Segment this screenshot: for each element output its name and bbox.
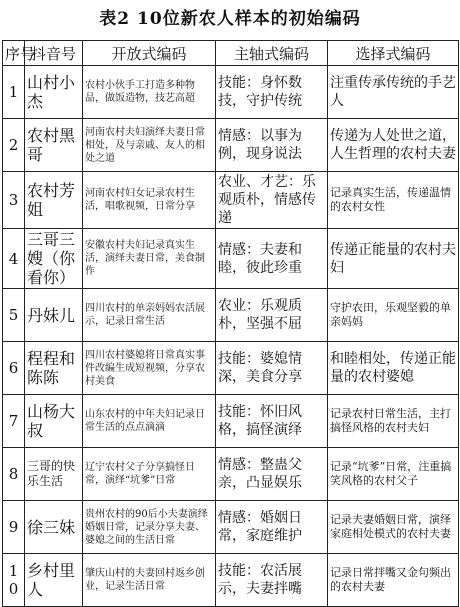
row-open-coding: 安徽农村夫妇记录真实生活，演绎夫妻日常，美食制作 — [83, 229, 216, 289]
row-index: 7 — [3, 395, 25, 448]
row-selective-coding: 记录“坑爹”日常，注重搞笑风格的农村父子 — [328, 448, 459, 501]
row-axial-coding: 技能：婆媳情深，美食分享 — [216, 342, 328, 395]
row-selective-coding: 守护农田，乐观坚毅的单亲妈妈 — [328, 289, 459, 342]
row-open-coding: 四川农村婆媳将日常真实事件改编生成短视频，分享农村美食 — [83, 342, 216, 395]
row-axial-coding: 情感：婚姻日常，家庭维护 — [216, 501, 328, 554]
header-open-coding: 开放式编码 — [83, 41, 216, 66]
coding-table — [2, 40, 459, 607]
row-axial-coding: 情感：夫妻和睦，彼此珍重 — [216, 229, 328, 289]
row-axial-coding: 技能：农活展示，夫妻拌嘴 — [216, 554, 328, 607]
row-selective-coding: 记录夫妻婚姻日常，演绎家庭相处模式的农村夫妻 — [328, 501, 459, 554]
row-index: 6 — [3, 342, 25, 395]
row-index: 8 — [3, 448, 25, 501]
row-open-coding: 河南农村妇女记录农村生活，唱歌视频，日常分享 — [83, 172, 216, 229]
row-selective-coding: 注重传承传统的手艺人 — [328, 66, 459, 119]
row-douyin-id: 三哥的快乐生活 — [25, 448, 83, 501]
table-header-row — [3, 41, 459, 66]
table-row — [3, 501, 459, 554]
row-index: 2 — [3, 119, 25, 172]
table-row — [3, 119, 459, 172]
row-open-coding: 农村小伙手工打造多种物品，做饭造物，技艺高超 — [83, 66, 216, 119]
header-axial-coding: 主轴式编码 — [216, 41, 328, 66]
row-axial-coding: 农业、才艺：乐观质朴，情感传递 — [216, 172, 328, 229]
table-title: 表2 10位新农人样本的初始编码 — [99, 9, 361, 29]
table-row — [3, 172, 459, 229]
row-index: 10 — [3, 554, 25, 607]
row-index: 3 — [3, 172, 25, 229]
row-douyin-id: 程程和陈陈 — [25, 342, 83, 395]
table-row — [3, 342, 459, 395]
row-selective-coding: 记录日常拌嘴又金句频出的农村夫妻 — [328, 554, 459, 607]
row-index: 4 — [3, 229, 25, 289]
row-selective-coding: 传递正能量的农村夫妇 — [328, 229, 459, 289]
row-open-coding: 辽宁农村父子分享搞怪日常，演绎“坑爹”日常 — [83, 448, 216, 501]
row-open-coding: 河南农村夫妇演绎夫妻日常相处，及与亲戚、友人的相处之道 — [83, 119, 216, 172]
table-row — [3, 448, 459, 501]
row-selective-coding: 记录农村日常生活，主打搞怪风格的农村夫妇 — [328, 395, 459, 448]
table-row — [3, 66, 459, 119]
row-index: 5 — [3, 289, 25, 342]
header-index: 序号 — [3, 41, 25, 66]
row-axial-coding: 技能：怀旧风格，搞怪演绎 — [216, 395, 328, 448]
row-open-coding: 四川农村的单亲妈妈农活展示，记录日常生活 — [83, 289, 216, 342]
row-douyin-id: 农村黑哥 — [25, 119, 83, 172]
row-douyin-id: 三哥三嫂（你看你） — [25, 229, 83, 289]
row-open-coding: 山东农村的中年夫妇记录日常生活的点点滴滴 — [83, 395, 216, 448]
row-douyin-id: 农村芳姐 — [25, 172, 83, 229]
row-douyin-id: 徐三妹 — [25, 501, 83, 554]
row-index: 9 — [3, 501, 25, 554]
table-row — [3, 395, 459, 448]
row-axial-coding: 情感：以事为例，现身说法 — [216, 119, 328, 172]
row-index: 1 — [3, 66, 25, 119]
header-selective-coding: 选择式编码 — [328, 41, 459, 66]
row-selective-coding: 和睦相处，传递正能量的农村婆媳 — [328, 342, 459, 395]
header-douyin-id: 抖音号 — [25, 41, 83, 66]
row-axial-coding: 情感：整蛊父亲，凸显娱乐 — [216, 448, 328, 501]
row-douyin-id: 山杨大叔 — [25, 395, 83, 448]
row-douyin-id: 乡村里人 — [25, 554, 83, 607]
row-open-coding: 肇庆山村的夫妻回村返乡创业，记录生活日常 — [83, 554, 216, 607]
row-axial-coding: 农业：乐观质朴，坚强不屈 — [216, 289, 328, 342]
row-douyin-id: 山村小杰 — [25, 66, 83, 119]
table-row — [3, 229, 459, 289]
row-selective-coding: 记录真实生活，传递温情的农村女性 — [328, 172, 459, 229]
table-row — [3, 554, 459, 607]
row-open-coding: 贵州农村的90后小夫妻演绎婚姻日常，记录分享夫妻、婆媳之间的生活日常 — [83, 501, 216, 554]
row-axial-coding: 技能：身怀数技，守护传统 — [216, 66, 328, 119]
table-row — [3, 289, 459, 342]
row-douyin-id: 丹妹儿 — [25, 289, 83, 342]
row-selective-coding: 传递为人处世之道，人生哲理的农村夫妻 — [328, 119, 459, 172]
